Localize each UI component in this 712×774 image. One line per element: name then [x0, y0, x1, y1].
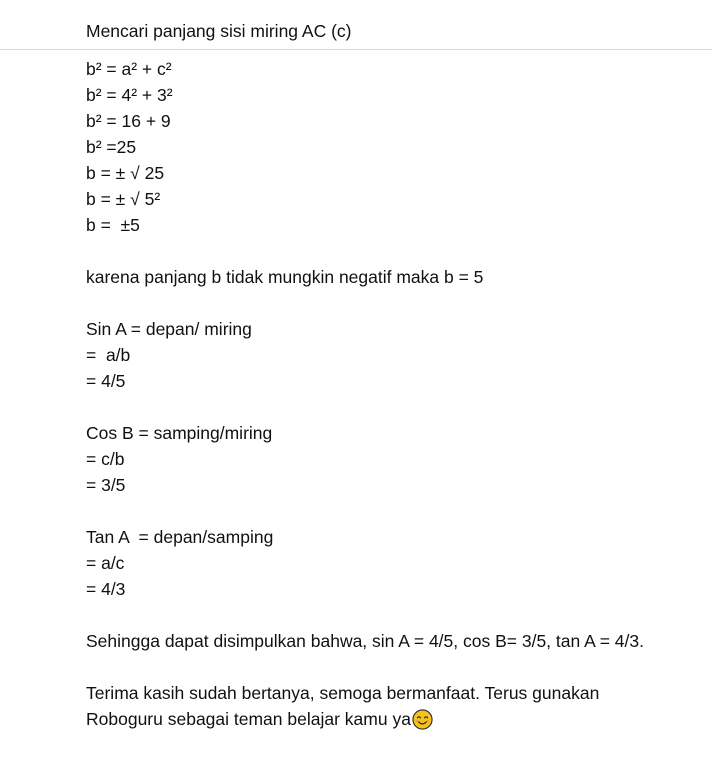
closing-text: Terima kasih sudah bertanya, semoga bermanfaat. Terus gunakan Roboguru sebagai teman belajar kamu ya [86, 683, 600, 729]
cos-line: Cos B = samping/miring [86, 423, 273, 443]
derivation-line: b² = a² + c² [86, 59, 172, 79]
derivation-line: b = ± √ 25 [86, 163, 165, 183]
sin-block [86, 316, 646, 394]
document-body [86, 56, 646, 732]
derivation-line: b² = 16 + 9 [86, 111, 171, 131]
blank-line [86, 238, 646, 264]
blank-line [86, 290, 646, 316]
divider [0, 49, 712, 50]
sin-line: = 4/5 [86, 371, 126, 391]
sin-line: = a/b [86, 345, 131, 365]
closing-paragraph [86, 680, 646, 732]
summary-paragraph: Sehingga dapat disimpulkan bahwa, sin A = 4/5, cos B= 3/5, tan A = 4/3. [86, 631, 644, 651]
blank-line [86, 394, 646, 420]
cos-line: = 3/5 [86, 475, 126, 495]
conclusion-b: karena panjang b tidak mungkin negatif maka b = 5 [86, 267, 484, 287]
derivation-block [86, 56, 646, 238]
derivation-line: b = ± √ 5² [86, 189, 161, 209]
cos-line: = c/b [86, 449, 125, 469]
tan-line: = a/c [86, 553, 125, 573]
derivation-line: b² =25 [86, 137, 137, 157]
cos-block [86, 420, 646, 498]
blank-line [86, 602, 646, 628]
blank-line [86, 498, 646, 524]
tan-line: = 4/3 [86, 579, 126, 599]
blank-line [86, 654, 646, 680]
derivation-line: b = ±5 [86, 215, 140, 235]
page-title: Mencari panjang sisi miring AC (c) [86, 21, 352, 41]
smiling-face-icon [412, 709, 433, 730]
tan-block [86, 524, 646, 602]
sin-line: Sin A = depan/ miring [86, 319, 252, 339]
tan-line: Tan A = depan/samping [86, 527, 274, 547]
derivation-line: b² = 4² + 3² [86, 85, 173, 105]
